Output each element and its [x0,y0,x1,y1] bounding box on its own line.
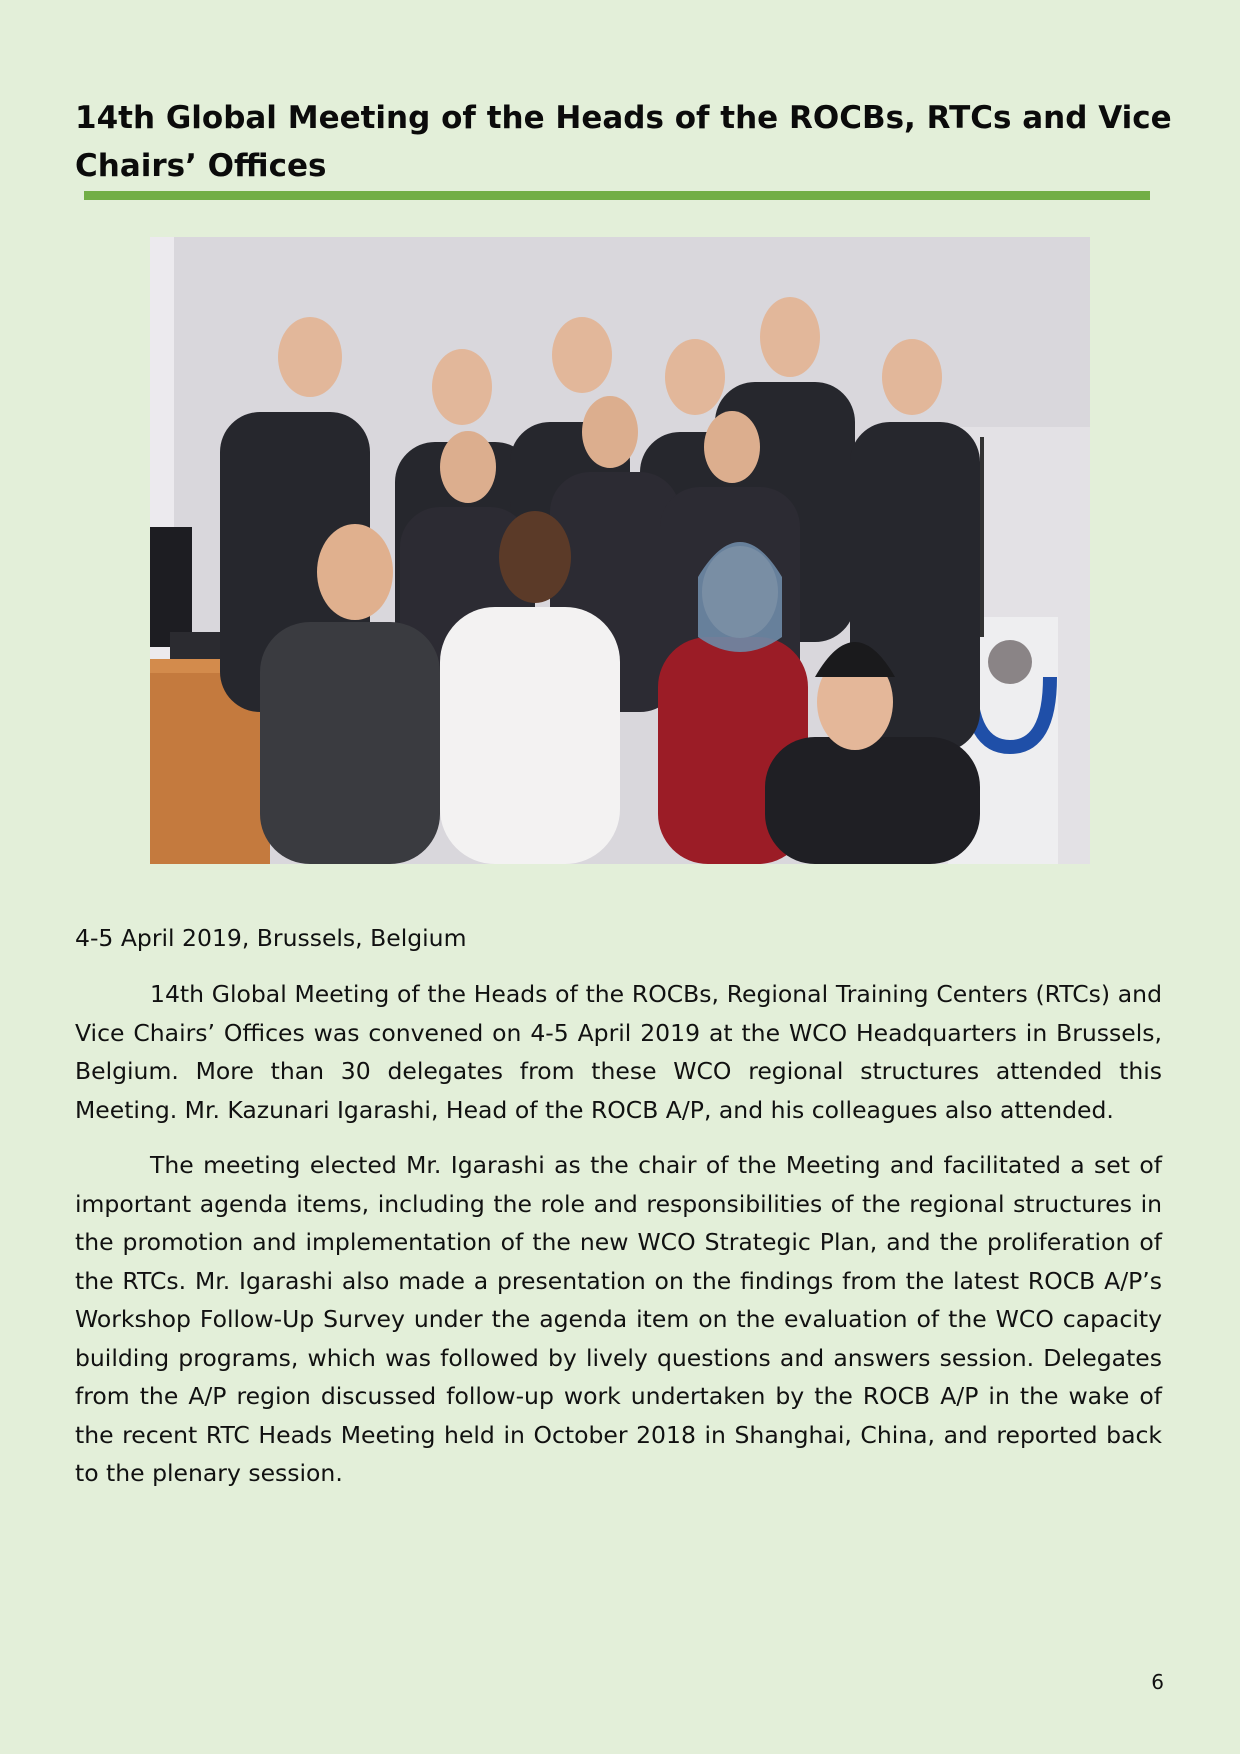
body-paragraph: 14th Global Meeting of the Heads of the ROCBs, Regional Training Centers (RTCs) and Vice Chairs’ Offices was convened on 4-5 April 2019 at the WCO Headquarters in Brussels, Belgium. More than 30 delegates from these WCO regional structures attended this Meeting. Mr. Kazunari Igarashi, Head of the ROCB A/P, and his colleagues also attended. [75,980,1162,1124]
page-title: 14th Global Meeting of the Heads of the ROCBs, RTCs and Vice Chairs’ Offices [75,100,1172,184]
page-number: 6 [1151,1670,1164,1694]
event-dateline: 4-5 April 2019, Brussels, Belgium [75,924,467,952]
title-underline-rule [84,191,1150,200]
group-photo [150,237,1090,864]
body-paragraph: The meeting elected Mr. Igarashi as the chair of the Meeting and facilitated a set of important agenda items, including the role and responsibilities of the regional structures in the promotion and implementation of the new WCO Strategic Plan, and the proliferation of the RTCs. Mr. Igarashi also made a presentation on the findings from the latest ROCB A/P’s Workshop Follow-Up Survey under the agenda item on the evaluation of the WCO capacity building programs, which was followed by lively questions and answers session. Delegates from the A/P region discussed follow-up work undertaken by the ROCB A/P in the wake of the recent RTC Heads Meeting held in October 2018 in Shanghai, China, and reported back to the plenary session. [75,1151,1162,1487]
